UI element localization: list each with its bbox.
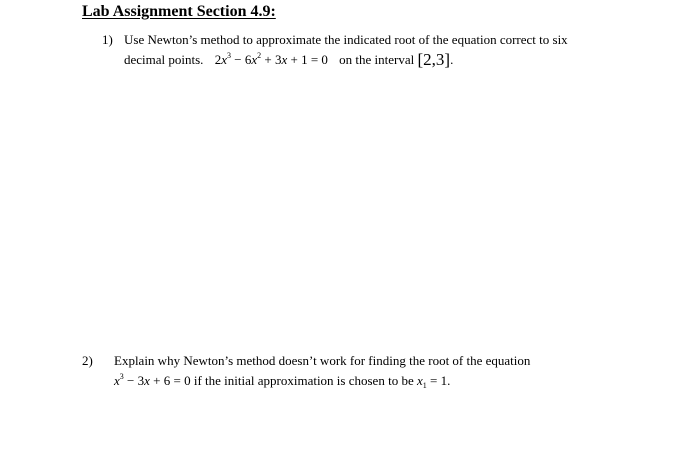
problem-1-period: . [450,52,454,67]
problem-2-number: 2) [82,353,93,368]
problem-1 [102,30,568,70]
problem-1-statement: Use Newton’s method to approximate the indicated root of the equation correct to six [124,32,568,47]
page-title: Lab Assignment Section 4.9: [82,3,276,20]
problem-1-line-1 [102,30,568,50]
problem-2-statement-cont: if the initial approximation is chosen to be [193,373,414,388]
problem-2-statement: Explain why Newton’s method doesn’t work for finding the root of the equation [114,353,531,368]
problem-1-equation: $2x^3 - 6x^2 + 3x + 1 = 0$ [214,51,328,67]
problem-1-statement-cont: decimal points. [124,52,204,67]
problem-2-equation: $x^3 - 3x + 6 = 0$ [114,372,191,388]
problem-2 [82,351,530,391]
problem-2-line-1 [82,351,530,371]
problem-2-initial-approximation: $x_1 = 1$ [416,373,448,390]
problem-1-interval: [2,3] [417,50,451,69]
problem-1-connector: on the interval [339,52,415,67]
problem-1-number: 1) [102,32,113,47]
problem-2-period: . [447,373,451,388]
problem-1-line-2 [102,50,568,70]
problem-2-line-2 [82,371,530,391]
